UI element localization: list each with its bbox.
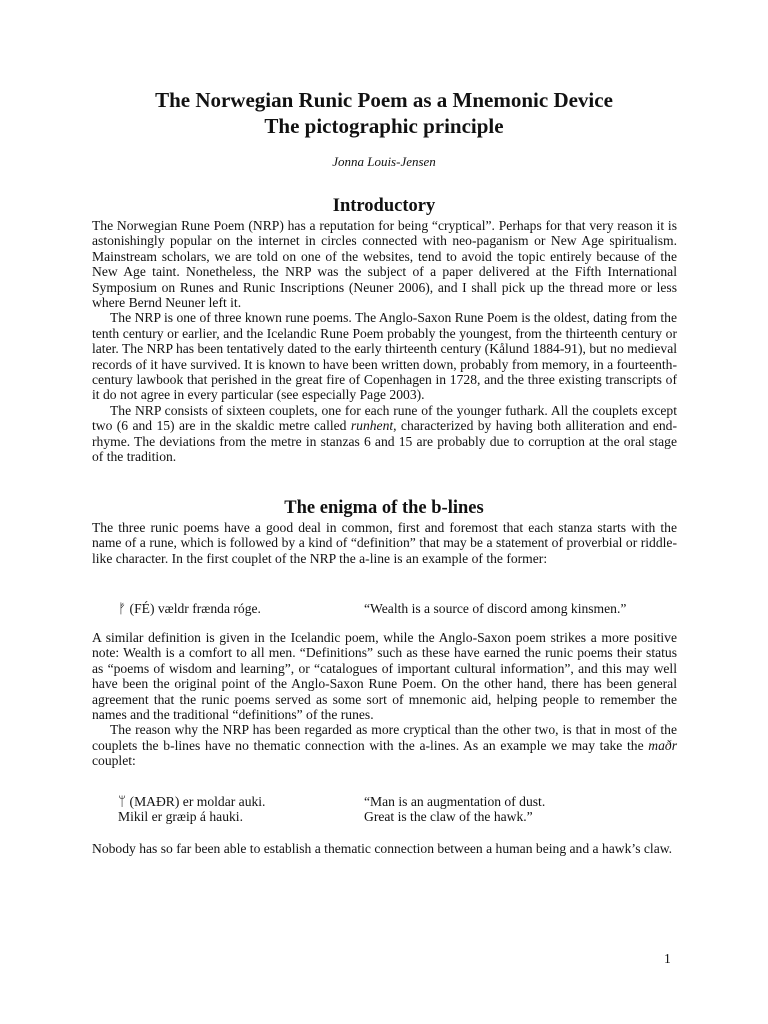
author: Jonna Louis-Jensen <box>332 154 436 169</box>
intro-paragraph-3-part-a: The NRP consists of sixteen couplets, one for each rune of the younger futhark. All the couplets except two (6 and 15) are in the skaldic metre called <box>92 402 677 434</box>
intro-paragraph-3 <box>92 403 677 465</box>
verse-madr <box>118 794 678 825</box>
page-number: 1 <box>664 951 671 966</box>
title-line-1: The Norwegian Runic Poem as a Mnemonic Device <box>155 88 613 112</box>
enigma-paragraph-4: Nobody has so far been able to establish a thematic connection between a human being and a hawk’s claw. <box>92 841 673 856</box>
intro-paragraph-3-part-b: , characterized by having both alliteration and end-rhyme. The deviations from the metre in stanzas 6 and 15 are probably due to corruption at the oral stage of the tradition. <box>92 418 678 465</box>
verse-line <box>118 809 678 824</box>
enigma-paragraph-3 <box>92 722 677 768</box>
verse-fe <box>118 601 678 616</box>
verse-translation: Great is the claw of the hawk.” <box>364 809 533 825</box>
verse-norse: ᛘ (MAÐR) er moldar auki. <box>118 794 266 809</box>
section-heading-enigma: The enigma of the b-lines <box>284 498 484 518</box>
enigma-paragraph-3-part-b: couplet: <box>92 753 136 769</box>
verse-norse: Mikil er græip á hauki. <box>118 809 243 825</box>
verse-line <box>118 601 678 616</box>
intro-paragraph-2: The NRP is one of three known rune poems. The Anglo-Saxon Rune Poem is the oldest, dating from the tenth century or earlier, and the Icelandic Rune Poem probably the youngest, from the thirteenth century or later. The NRP has been tentatively dated to the early thirteenth century (Kålund 1884-91), but no medieval records of it have survived. It is known to have been written down, probably from memory, in a fourteenth-century lawbook that perished in the great fire of Copenhagen in 1728, and the three existing transcripts of it do not agree in every particular (see especially Page 2003). <box>92 310 677 403</box>
enigma-body <box>92 630 677 769</box>
term-runhent: runhent <box>350 418 394 434</box>
verse-translation: “Wealth is a source of discord among kinsmen.” <box>364 601 627 616</box>
enigma-paragraph-2: A similar definition is given in the Icelandic poem, while the Anglo-Saxon poem strikes a more positive note: Wealth is a comfort to all men. “Definitions” such as these have earned the runic poems their status as “poems of wisdom and learning”, or “catalogues of important cultural information”, and this may well have been the original point of the Anglo-Saxon Rune Poem. On the other hand, there has been general agreement that the runic poems served as some sort of mnemonic aid, helping people to remember the names and the traditional “definitions” of the runes. <box>92 630 677 723</box>
section-heading-introductory: Introductory <box>332 196 436 216</box>
verse-line <box>118 794 678 809</box>
verse-translation: “Man is an augmentation of dust. <box>364 794 546 809</box>
term-madr: maðr <box>648 737 677 753</box>
verse-norse: ᚠ (FÉ) vældr frænda róge. <box>118 601 261 616</box>
introductory-body <box>92 218 677 465</box>
intro-paragraph-1: The Norwegian Rune Poem (NRP) has a reputation for being “cryptical”. Perhaps for that very reason it is astonishingly popular on the internet in circles connected with neo-paganism or New Age spiritualism. Mainstream scholars, we are told on one of the websites, tend to avoid the topic entirely because of the New Age taint. Nonetheless, the NRP was the subject of a paper delivered at the Fifth International Symposium on Runes and Runic Inscriptions (Neuner 2006), and I shall pick up the thread more or less where Bernd Neuner left it. <box>92 218 677 311</box>
enigma-paragraph-1: The three runic poems have a good deal in common, first and foremost that each stanza starts with the name of a rune, which is followed by a kind of “definition” that may be a statement of proverbial or riddle-like character. In the first couplet of the NRP the a-line is an example of the former: <box>92 520 677 566</box>
enigma-paragraph-3-part-a: The reason why the NRP has been regarded as more cryptical than the other two, is that in most of the couplets the b-lines have no thematic connection with the a-lines. As an example we may take the <box>92 722 677 753</box>
title-line-2: The pictographic principle <box>264 114 504 138</box>
